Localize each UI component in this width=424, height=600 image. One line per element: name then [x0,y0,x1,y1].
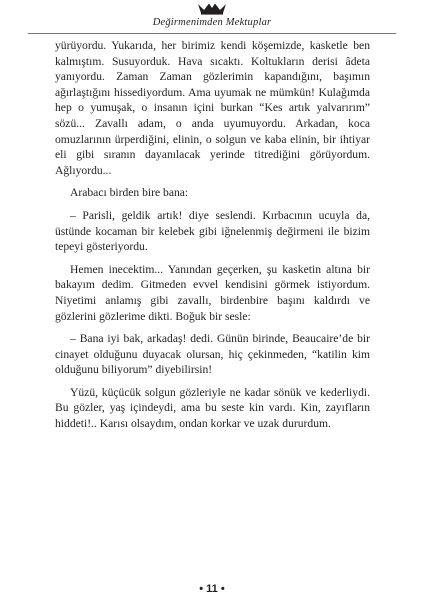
crown-icon [0,2,424,16]
paragraph: yürüyordu. Yukarıda, her birimiz kendi köşemizde, kasketle ben kalmıştım. Susuyorduk. Hava sıcaktı. Koltukların derisi âdeta yanıyordu. Zaman Zaman gözlerimin kapandığını, başımın ağırlaştığını hissediyordum. Ama uyumak ne mümkün! Kulağımda hep o yumuşak, o insanın içini burkan “Kes artık yalvarırım” sözü... Zavallı adam, o anda uyumuyordu. Arkadan, koca omuzlarının ürperdiğini, elinin, o solgun ve kaba elinin, bir ihtiyar eli gibi sıranın dayanılacak yerinde titrediğini görüyordum. Ağlıyordu... [55,39,370,177]
paragraph: – Bana iyi bak, arkadaş! dedi. Günün birinde, Beaucaire’de bir cinayet olduğunu duyacak olursan, hiç çekinmeden, “katilin kim olduğunu biliyorum” diyebilirsin! [55,332,370,377]
page-number: • 11 • [199,583,225,595]
paragraph: – Parisli, geldik artık! diye seslendi. Kırbacının ucuyla da, üstünde kocaman bir kelebek gibi iğnelenmiş değirmeni ile bizim tepeyi gösteriyordu. [55,208,370,254]
header-rule [28,33,396,34]
body-text [55,38,370,439]
paragraph: Arabacı birden bire bana: [70,186,189,200]
paragraph: Yüzü, küçücük solgun gözleriyle ne kadar sönük ve kederliydi. Bu gözler, yaş içindeydi, ama bu seste kin vardı. Kin, zayıfların hiddeti!.. Karısı olsaydım, ondan korkar ve uzak dururdum. [55,385,370,431]
paragraph: Hemen inecektim... Yanından geçerken, şu kasketin altına bir bakayım dedim. Gitmeden evvel kendisini görmek istiyordum. Niyetimi anlamış gibi zavallı, birdenbire başını kaldırdı ve gözlerini gözlerime dikti. Boğuk bir sesle: [55,262,370,323]
running-head-title: Değirmenimden Mektuplar [152,17,272,28]
